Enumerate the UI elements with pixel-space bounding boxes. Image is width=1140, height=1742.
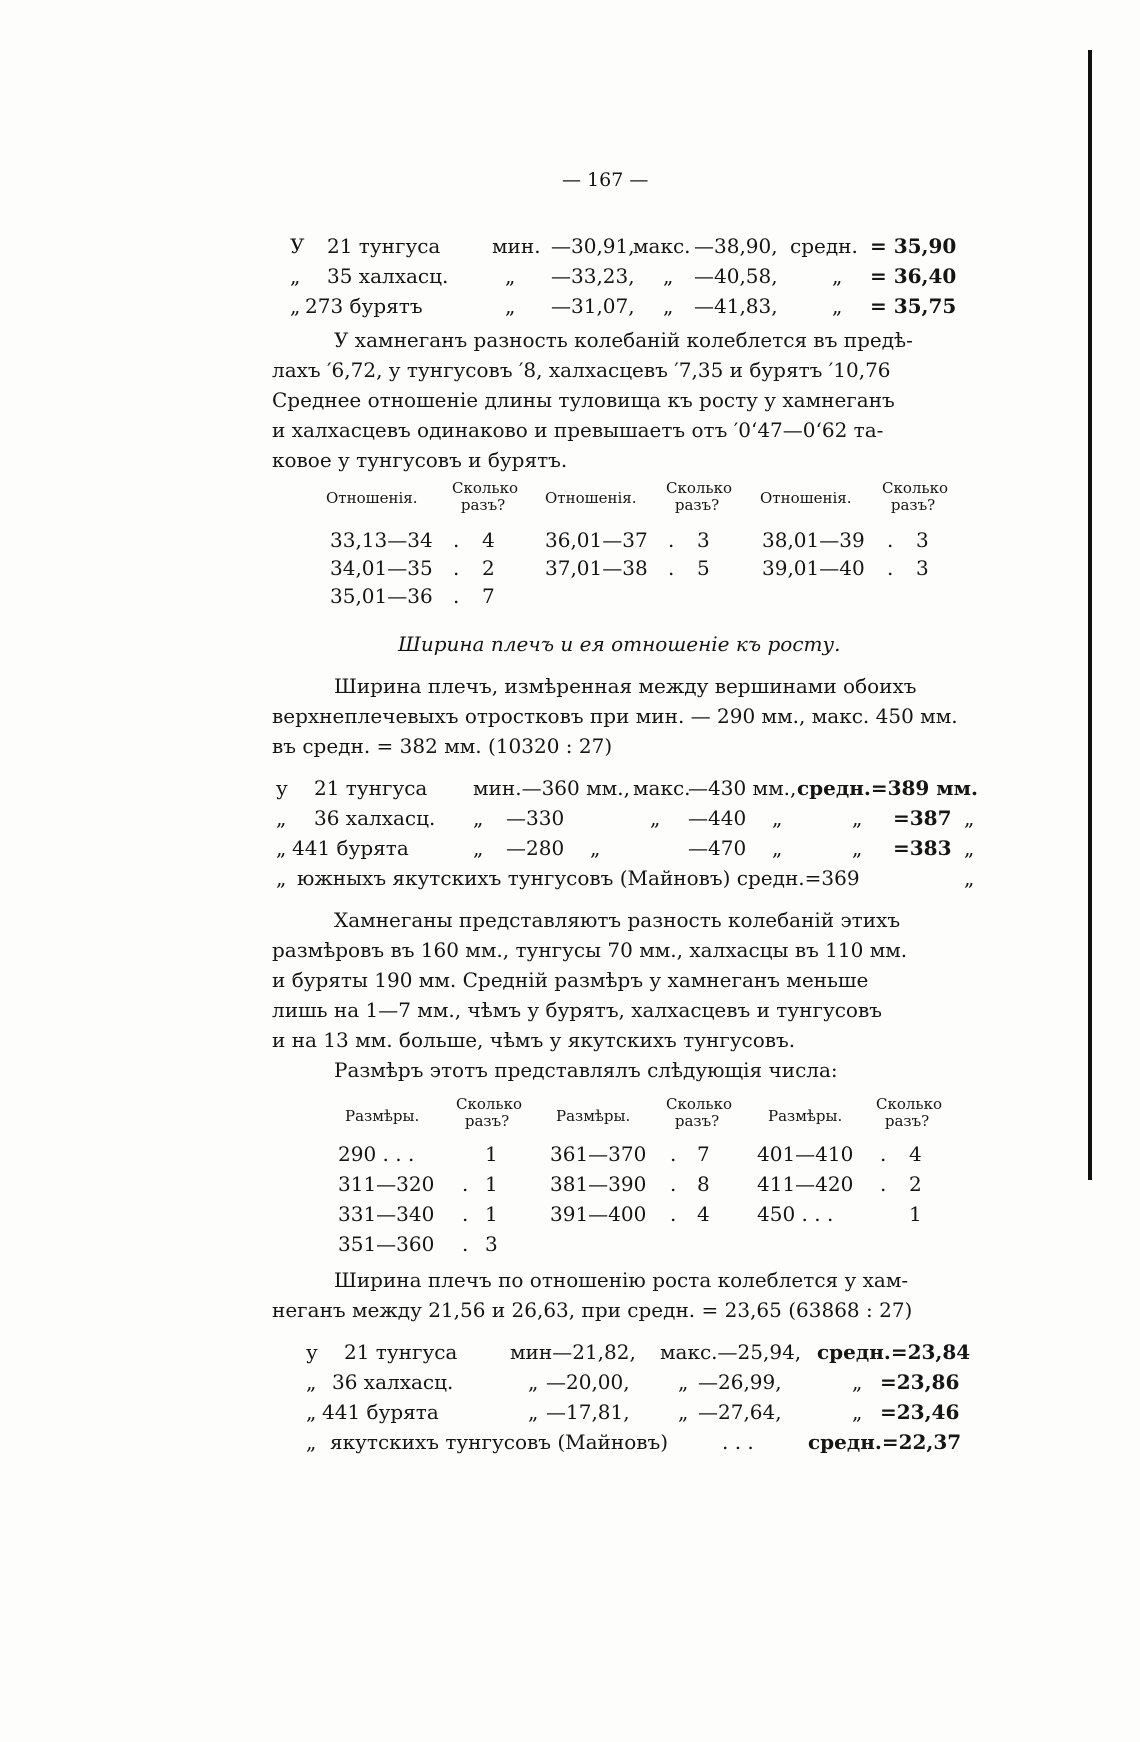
- column-header: Сколько разъ?: [882, 479, 948, 514]
- text-line: У хамнеганъ разность колебаній колеблется въ предѣ-: [334, 328, 913, 352]
- page-edge-shadow: [1088, 50, 1092, 1180]
- column-header: Отношенія.: [326, 489, 418, 507]
- page-number: — 167 —: [562, 169, 649, 191]
- column-header: Отношенія.: [760, 489, 852, 507]
- text-line: Хамнеганы представляютъ разность колебаній этихъ: [334, 908, 901, 932]
- text-line: и буряты 190 мм. Средній размѣръ у хамнеганъ меньше: [272, 968, 869, 992]
- column-header: Сколько разъ?: [666, 479, 732, 514]
- section-title: Ширина плечъ и ея отношеніе къ росту.: [398, 632, 841, 656]
- text-line: Ширина плечъ по отношенію роста колеблется у хам-: [334, 1268, 909, 1292]
- column-header: Отношенія.: [545, 489, 637, 507]
- column-header: Размѣры.: [556, 1107, 631, 1125]
- text-line: въ средн. = 382 мм. (10320 : 27): [272, 734, 613, 758]
- text-line: лишь на 1—7 мм., чѣмъ у бурятъ, халхасцевъ и тунгусовъ: [272, 998, 882, 1022]
- column-header: Сколько разъ?: [452, 479, 518, 514]
- column-header: Сколько разъ?: [456, 1095, 522, 1130]
- text-line: и на 13 мм. больше, чѣмъ у якутскихъ тунгусовъ.: [272, 1028, 796, 1052]
- text-line: Среднее отношеніе длины туловища къ росту у хамнеганъ: [272, 388, 895, 412]
- column-header: Сколько разъ?: [666, 1095, 732, 1130]
- column-header: Размѣры.: [345, 1107, 420, 1125]
- text-line: ковое у тунгусовъ и бурятъ.: [272, 448, 568, 472]
- text-line: и халхасцевъ одинаково и превышаетъ отъ ′0‘47—0‘62 та-: [272, 418, 884, 442]
- text-line: Ширина плечъ, измѣренная между вершинами обоихъ: [334, 674, 917, 698]
- text-line: размѣровъ въ 160 мм., тунгусы 70 мм., халхасцы въ 110 мм.: [272, 938, 908, 962]
- column-header: Сколько разъ?: [876, 1095, 942, 1130]
- text-line: лахъ ′6,72, у тунгусовъ ′8, халхасцевъ ′7,35 и бурятъ ′10,76: [272, 358, 891, 382]
- text-line: Размѣръ этотъ представлялъ слѣдующія числа:: [334, 1058, 838, 1082]
- text-line: неганъ между 21,56 и 26,63, при средн. = 23,65 (63868 : 27): [272, 1298, 913, 1322]
- column-header: Размѣры.: [768, 1107, 843, 1125]
- text-line: верхнеплечевыхъ отростковъ при мин. — 290 мм., макс. 450 мм.: [272, 704, 958, 728]
